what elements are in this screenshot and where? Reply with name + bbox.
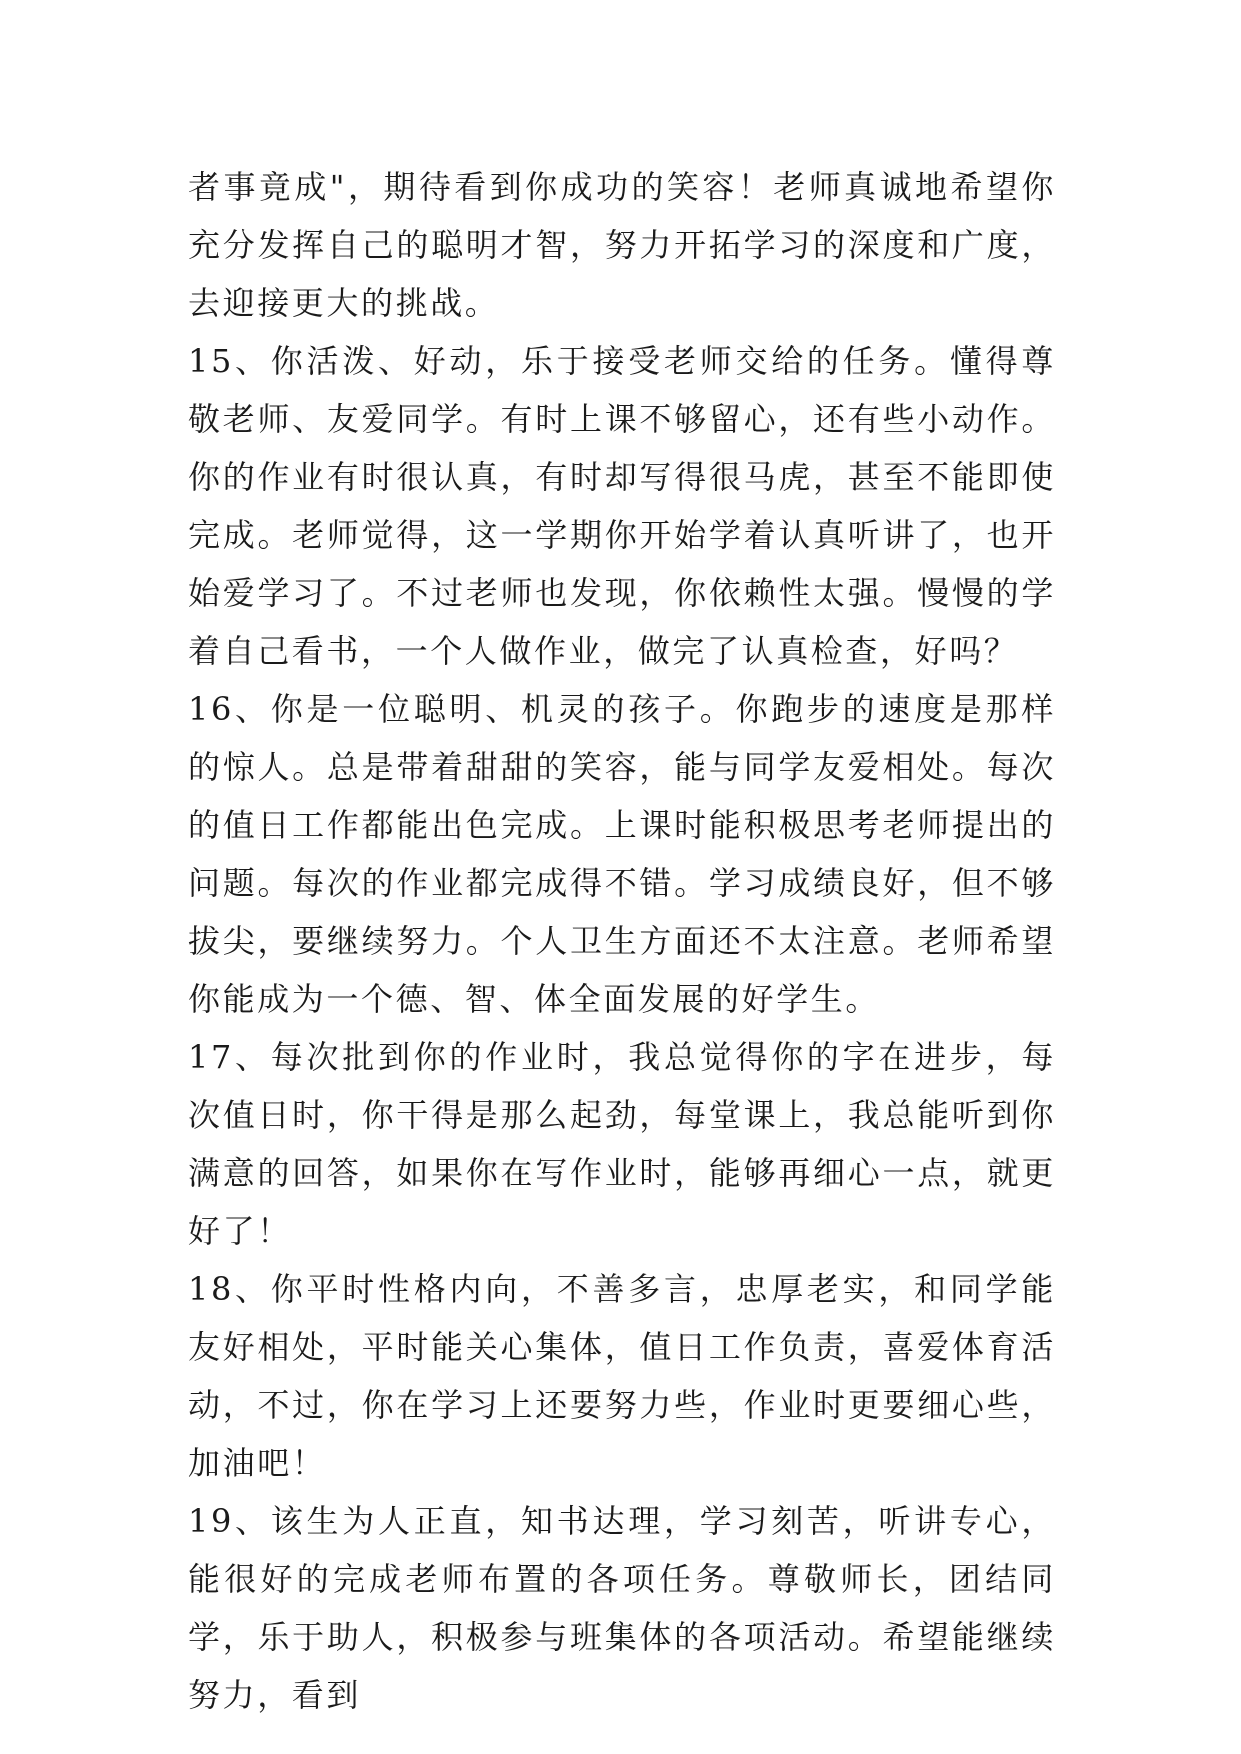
- paragraph-18: 18、你平时性格内向，不善多言，忠厚老实，和同学能友好相处，平时能关心集体，值日工作负责，喜爱体育活动，不过，你在学习上还要努力些，作业时更要细心些，加油吧！: [188, 1270, 1056, 1482]
- paragraph-14-continuation: 者事竟成"，期待看到你成功的笑容！老师真诚地希望你充分发挥自己的聪明才智，努力开拓学习的深度和广度，去迎接更大的挑战。: [188, 168, 1056, 322]
- paragraph-19: 19、该生为人正直，知书达理，学习刻苦，听讲专心，能很好的完成老师布置的各项任务。尊敬师长，团结同学，乐于助人，积极参与班集体的各项活动。希望能继续努力，看到: [188, 1502, 1056, 1714]
- paragraph-17: 17、每次批到你的作业时，我总觉得你的字在进步，每次值日时，你干得是那么起劲，每堂课上，我总能听到你满意的回答，如果你在写作业时，能够再细心一点，就更好了！: [188, 1038, 1056, 1250]
- paragraph-16: 16、你是一位聪明、机灵的孩子。你跑步的速度是那样的惊人。总是带着甜甜的笑容，能与同学友爱相处。每次的值日工作都能出色完成。上课时能积极思考老师提出的问题。每次的作业都完成得不错。学习成绩良好，但不够拔尖，要继续努力。个人卫生方面还不太注意。老师希望你能成为一个德、智、体全面发展的好学生。: [188, 690, 1056, 1018]
- document-body: [188, 158, 1056, 1724]
- paragraph-15: 15、你活泼、好动，乐于接受老师交给的任务。懂得尊敬老师、友爱同学。有时上课不够留心，还有些小动作。你的作业有时很认真，有时却写得很马虎，甚至不能即使完成。老师觉得，这一学期你开始学着认真听讲了，也开始爱学习了。不过老师也发现，你依赖性太强。慢慢的学着自己看书，一个人做作业，做完了认真检查，好吗？: [188, 342, 1056, 670]
